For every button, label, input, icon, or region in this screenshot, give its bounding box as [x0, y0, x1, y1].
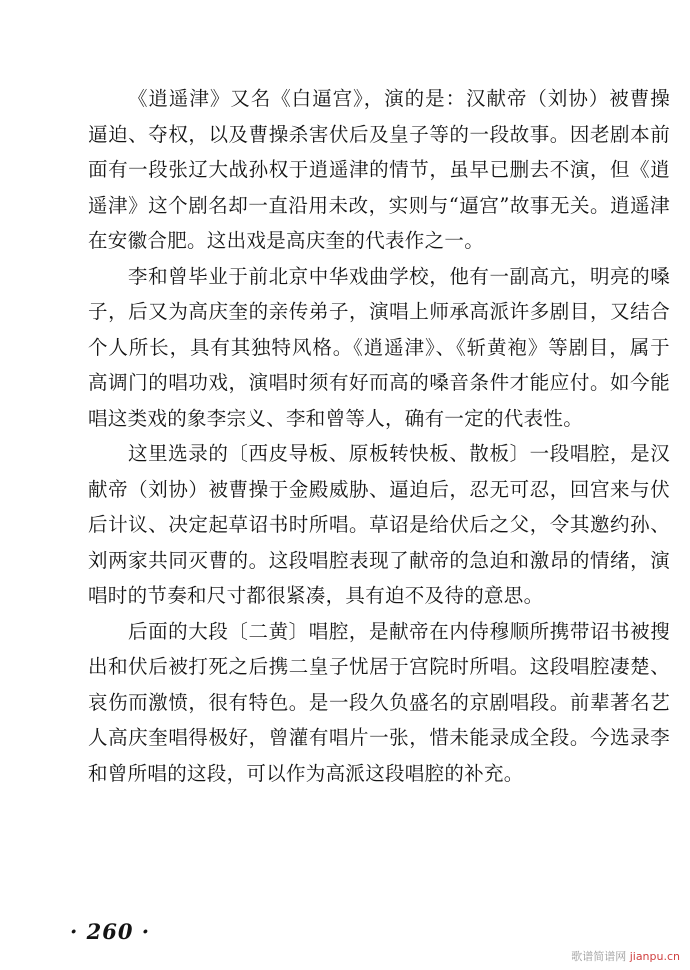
watermark [571, 948, 680, 964]
watermark-site-name: 歌谱简谱网 [571, 950, 627, 963]
body-text [88, 81, 670, 791]
page-number: · 260 · [70, 919, 151, 944]
paragraph-intro: 《逍遥津》又名《白逼宫》，演的是：汉献帝（刘协）被曹操逼迫、夺权，以及曹操杀害伏后及皇子等的一段故事。因老剧本前面有一段张辽大战孙权于逍遥津的情节，虽早已删去不演，但《逍遥津》这个剧名却一直沿用未改，实则与“逼宫”故事无关。逍遥津在安徽合肥。这出戏是高庆奎的代表作之一。 [88, 87, 670, 252]
paragraph-xipi-aria: 这里选录的〔西皮导板、原板转快板、散板〕一段唱腔，是汉献帝（刘协）被曹操于金殿威胁、逼迫后，忍无可忍，回宫来与伏后计议、决定起草诏书时所唱。草诏是给伏后之父，令其邀约孙、刘两家共同灭曹的。这段唱腔表现了献帝的急迫和激昂的情绪，演唱时的节奏和尺寸都很紧凑，具有迫不及待的意思。 [88, 442, 670, 607]
paragraph-performer: 李和曾毕业于前北京中华戏曲学校，他有一副高亢，明亮的嗓子，后又为高庆奎的亲传弟子，演唱上师承高派许多剧目，又结合个人所长，具有其独特风格。《逍遥津》、《斩黄袍》等剧目，属于高调门的唱功戏，演唱时须有好而高的嗓音条件才能应付。如今能唱这类戏的象李宗义、李和曾等人，确有一定的代表性。 [88, 264, 670, 430]
paragraph-erhuang-aria: 后面的大段〔二黄〕唱腔，是献帝在内侍穆顺所携带诏书被搜出和伏后被打死之后携二皇子忧居于宫院时所唱。这段唱腔凄楚、哀伤而激愤，很有特色。是一段久负盛名的京剧唱段。前辈著名艺人高庆奎唱得极好，曾灌有唱片一张，惜未能录成全段。今选录李和曾所唱的这段，可以作为高派这段唱腔的补充。 [88, 619, 670, 785]
watermark-site-url: jianpu.cn [629, 950, 680, 963]
